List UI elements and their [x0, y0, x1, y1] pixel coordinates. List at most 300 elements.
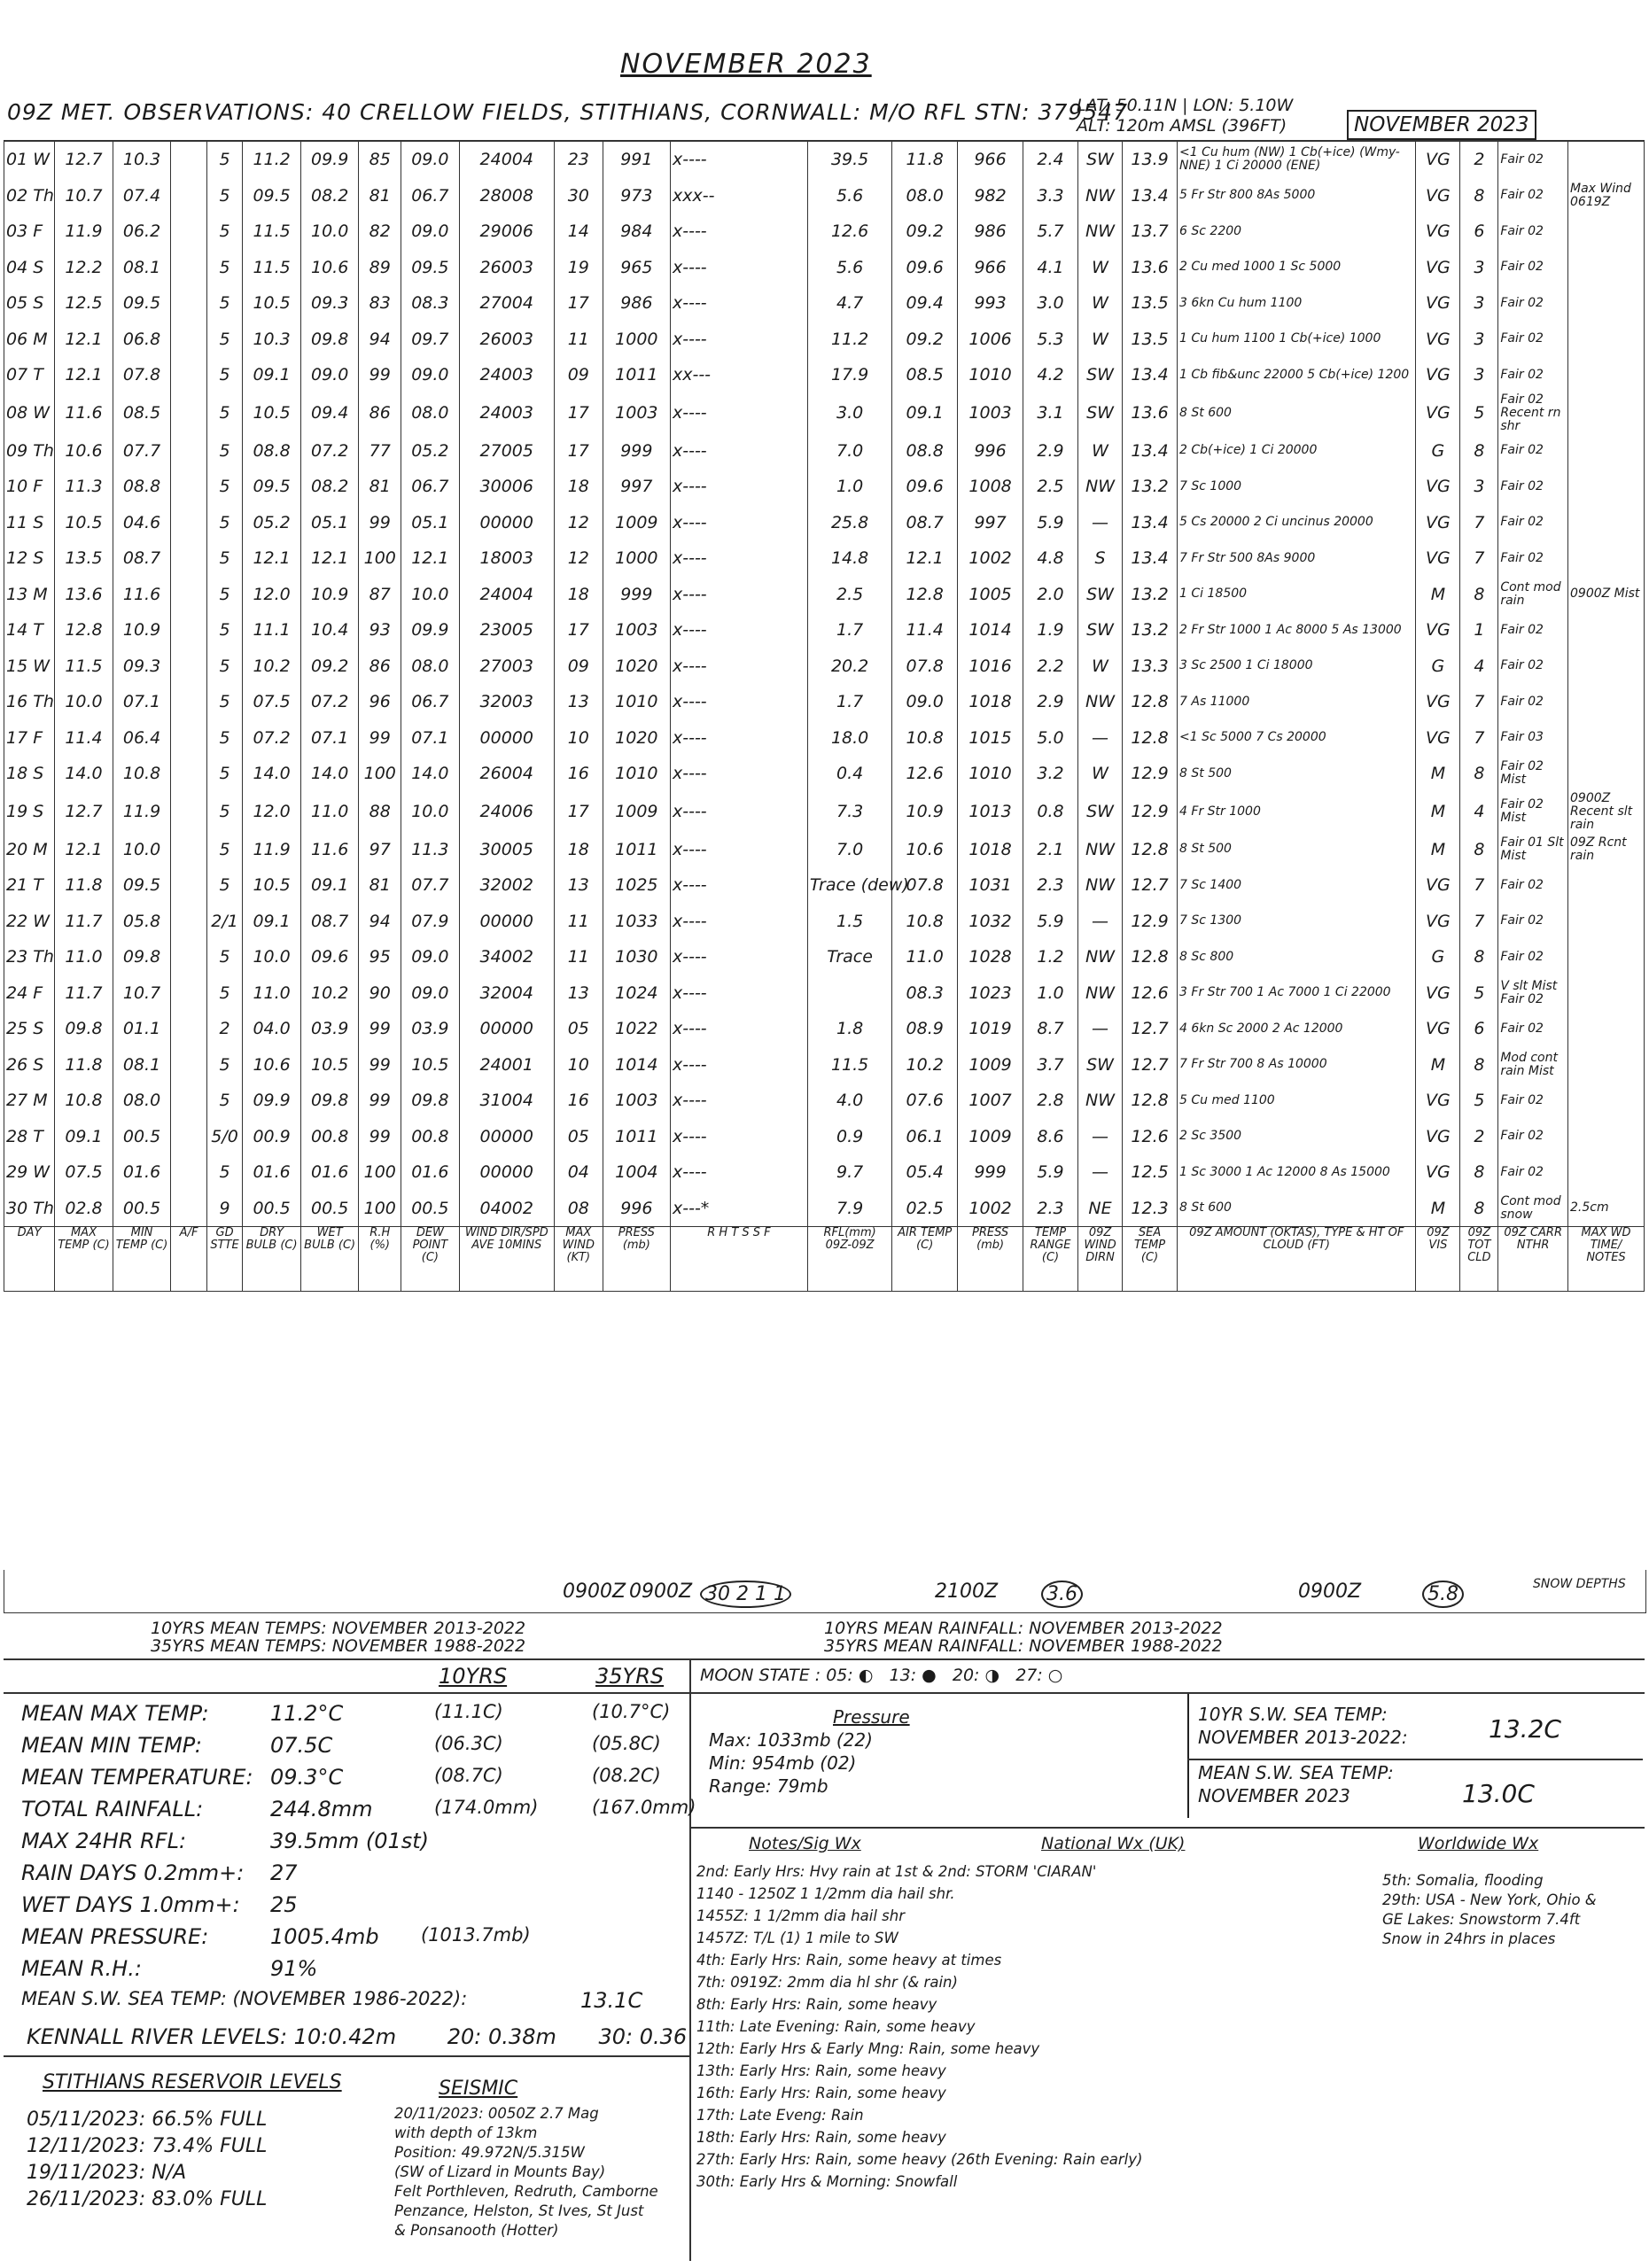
table-cell: 00.8: [401, 1119, 460, 1155]
table-cell: [171, 214, 207, 250]
table-cell: 14.0: [300, 756, 359, 792]
table-cell: 13.5: [1123, 285, 1178, 322]
table-cell: 1: [1460, 612, 1498, 649]
table-cell: 5: [206, 1083, 243, 1119]
table-cell: 11.8: [55, 1047, 113, 1084]
table-cell: 25.8: [807, 505, 891, 541]
table-cell: 10.3: [113, 142, 171, 178]
table-cell: 13: [554, 684, 603, 720]
column-header-row: [4, 1227, 1645, 1292]
note-line: 27th: Early Hrs: Rain, some heavy (26th Evening: Rain early): [696, 2151, 1143, 2168]
table-cell: 3: [1460, 285, 1498, 322]
table-cell: W: [1078, 250, 1123, 286]
table-cell: 12.9: [1123, 756, 1178, 792]
table-cell: VG: [1416, 867, 1460, 904]
table-cell: 08.1: [113, 1047, 171, 1084]
table-cell: 99: [359, 720, 401, 757]
table-cell: 5: [206, 1047, 243, 1084]
table-cell: 7.3: [807, 792, 891, 832]
summary-10yr-value: (174.0mm): [434, 1797, 539, 1818]
note-line: 7th: 0919Z: 2mm dia hl shr (& rain): [696, 1974, 958, 1991]
table-cell: 07.2: [243, 720, 301, 757]
table-cell: 13: [554, 975, 603, 1012]
summary-label: MEAN S.W. SEA TEMP: (NOVEMBER 1986-2022):: [21, 1988, 468, 2009]
column-header: RFL(mm) 09Z-09Z: [807, 1227, 891, 1292]
table-cell: 09.8: [300, 322, 359, 358]
table-cell: 12.8: [1123, 939, 1178, 975]
table-cell: 27 M: [4, 1083, 55, 1119]
world-note-line: Snow in 24hrs in places: [1382, 1930, 1556, 1947]
column-header: WIND DIR/SPD AVE 10MINS: [459, 1227, 554, 1292]
notes-list: [696, 1860, 1370, 2193]
table-cell: VG: [1416, 357, 1460, 393]
table-cell: 09.7: [401, 322, 460, 358]
table-cell: <1 Cu hum (NW) 1 Cb(+ice) (Wmy-NNE) 1 Ci 20000 (ENE): [1178, 142, 1416, 178]
table-cell: 7.0: [807, 433, 891, 470]
table-cell: SW: [1078, 1047, 1123, 1084]
table-cell: 7: [1460, 505, 1498, 541]
table-cell: 08.5: [113, 393, 171, 433]
table-cell: 3: [1460, 357, 1498, 393]
table-cell: 8: [1460, 756, 1498, 792]
table-cell: 966: [958, 250, 1023, 286]
column-header: SEA TEMP (C): [1123, 1227, 1178, 1292]
table-cell: 09.8: [55, 1011, 113, 1047]
table-cell: 12.6: [807, 214, 891, 250]
table-cell: x----: [670, 1011, 807, 1047]
table-cell: <1 Sc 5000 7 Cs 20000: [1178, 720, 1416, 757]
table-cell: 04 S: [4, 250, 55, 286]
table-cell: 7: [1460, 720, 1498, 757]
table-cell: xx---: [670, 357, 807, 393]
table-cell: [171, 792, 207, 832]
column-header: MAX TEMP (C): [55, 1227, 113, 1292]
table-cell: 05.4: [892, 1154, 958, 1191]
moon-phase-2: 13: ●: [889, 1666, 937, 1685]
table-cell: 85: [359, 142, 401, 178]
table-cell: 1010: [603, 756, 670, 792]
summary-10yr-value: (11.1C): [434, 1701, 503, 1722]
column-header: 09Z AMOUNT (OKTAS), TYPE & HT OF CLOUD (FT): [1178, 1227, 1416, 1292]
table-cell: 10.3: [243, 322, 301, 358]
table-cell: 10.5: [401, 1047, 460, 1084]
table-cell: 13.2: [1123, 469, 1178, 505]
summary-35yr-value: (08.2C): [592, 1765, 661, 1786]
pressure-max: Max: 1033mb (22): [709, 1729, 873, 1751]
table-cell: 82: [359, 214, 401, 250]
table-cell: [1568, 939, 1645, 975]
table-cell: 06.4: [113, 720, 171, 757]
table-cell: Fair 02: [1498, 285, 1568, 322]
sea-l1: 10YR S.W. SEA TEMP:: [1198, 1704, 1388, 1725]
table-cell: [1568, 1047, 1645, 1084]
summary-value: 25: [270, 1892, 298, 1917]
table-cell: 19 S: [4, 792, 55, 832]
table-cell: 07.5: [243, 684, 301, 720]
table-cell: 10.9: [300, 577, 359, 613]
table-cell: 3.0: [1023, 285, 1078, 322]
table-cell: 8 St 500: [1178, 832, 1416, 868]
table-cell: 1020: [603, 649, 670, 685]
table-cell: VG: [1416, 1011, 1460, 1047]
moon-label: MOON STATE: [700, 1666, 810, 1685]
table-cell: VG: [1416, 178, 1460, 214]
sea-l4: NOVEMBER 2023: [1198, 1785, 1350, 1806]
table-cell: 1002: [958, 540, 1023, 577]
table-cell: 20.2: [807, 649, 891, 685]
table-cell: 12.7: [55, 792, 113, 832]
table-cell: 07.8: [892, 649, 958, 685]
table-cell: 4.0: [807, 1083, 891, 1119]
table-cell: 2.3: [1023, 1191, 1078, 1227]
mean-rain-periods: [824, 1619, 1223, 1655]
table-cell: 09.3: [300, 285, 359, 322]
table-cell: 11 S: [4, 505, 55, 541]
pressure-title: Pressure: [833, 1706, 910, 1728]
table-cell: 07.4: [113, 178, 171, 214]
table-cell: 30 Th: [4, 1191, 55, 1227]
table-cell: 1.9: [1023, 612, 1078, 649]
table-cell: NW: [1078, 832, 1123, 868]
table-cell: Fair 02: [1498, 433, 1568, 470]
table-cell: 10.2: [243, 649, 301, 685]
table-cell: 94: [359, 322, 401, 358]
table-cell: VG: [1416, 322, 1460, 358]
table-cell: 13.3: [1123, 649, 1178, 685]
table-cell: Mod cont rain Mist: [1498, 1047, 1568, 1084]
table-cell: 09.6: [892, 469, 958, 505]
table-cell: 17: [554, 612, 603, 649]
table-cell: 999: [603, 577, 670, 613]
table-cell: 08.5: [892, 357, 958, 393]
table-cell: 17: [554, 393, 603, 433]
table-row: [4, 469, 1645, 505]
table-cell: 7 Sc 1400: [1178, 867, 1416, 904]
table-cell: 991: [603, 142, 670, 178]
table-cell: [171, 577, 207, 613]
band-time-3: 2100Z: [935, 1581, 999, 1603]
table-cell: [1568, 1154, 1645, 1191]
table-cell: 1030: [603, 939, 670, 975]
table-cell: 08.7: [300, 904, 359, 940]
table-cell: 5: [206, 684, 243, 720]
table-cell: 10: [554, 720, 603, 757]
column-header: 09Z TOT CLD: [1460, 1227, 1498, 1292]
table-cell: 13.7: [1123, 214, 1178, 250]
table-cell: Fair 02: [1498, 214, 1568, 250]
table-cell: [1568, 756, 1645, 792]
table-cell: Fair 02: [1498, 322, 1568, 358]
table-cell: 1005: [958, 577, 1023, 613]
table-cell: 05.1: [401, 505, 460, 541]
table-cell: 83: [359, 285, 401, 322]
table-cell: 17.9: [807, 357, 891, 393]
table-cell: 13.6: [1123, 393, 1178, 433]
table-cell: 27003: [459, 649, 554, 685]
table-cell: 89: [359, 250, 401, 286]
table-cell: 06.7: [401, 178, 460, 214]
table-cell: 30005: [459, 832, 554, 868]
table-cell: x----: [670, 433, 807, 470]
table-cell: G: [1416, 649, 1460, 685]
table-cell: 08.0: [113, 1083, 171, 1119]
table-cell: 965: [603, 250, 670, 286]
table-row: [4, 505, 1645, 541]
table-cell: [171, 540, 207, 577]
table-row: [4, 357, 1645, 393]
table-cell: 09.5: [243, 178, 301, 214]
table-cell: 8: [1460, 1191, 1498, 1227]
table-cell: NW: [1078, 1083, 1123, 1119]
table-cell: 1002: [958, 1191, 1023, 1227]
table-cell: 8 St 600: [1178, 393, 1416, 433]
table-cell: 01.6: [401, 1154, 460, 1191]
table-cell: x----: [670, 505, 807, 541]
table-cell: 966: [958, 142, 1023, 178]
column-header: 09Z WIND DIRN: [1078, 1227, 1123, 1292]
table-cell: 6: [1460, 214, 1498, 250]
table-cell: 100: [359, 756, 401, 792]
table-cell: Fair 02 Mist: [1498, 792, 1568, 832]
table-cell: 09.8: [113, 939, 171, 975]
table-cell: [171, 684, 207, 720]
table-cell: 8 Sc 800: [1178, 939, 1416, 975]
table-cell: 13.4: [1123, 357, 1178, 393]
mean-temps-periods: [151, 1619, 525, 1655]
table-cell: 10.5: [243, 867, 301, 904]
table-cell: [1568, 142, 1645, 178]
table-cell: x----: [670, 939, 807, 975]
summary-label: WET DAYS 1.0mm+:: [21, 1892, 240, 1917]
table-cell: VG: [1416, 1083, 1460, 1119]
table-row: [4, 1011, 1645, 1047]
seismic-line: 20/11/2023: 0050Z 2.7 Mag: [394, 2105, 599, 2122]
worldwide-list: [1382, 1871, 1613, 1949]
table-cell: 7: [1460, 904, 1498, 940]
table-cell: 5: [206, 357, 243, 393]
table-cell: 09.0: [401, 142, 460, 178]
table-cell: [1568, 322, 1645, 358]
table-cell: 26004: [459, 756, 554, 792]
table-cell: 09.0: [401, 975, 460, 1012]
table-cell: 1.7: [807, 684, 891, 720]
table-cell: 02.8: [55, 1191, 113, 1227]
note-line: 1455Z: 1 1/2mm dia hail shr: [696, 1907, 906, 1924]
summary-value: 07.5C: [270, 1733, 333, 1758]
table-cell: 2: [1460, 1119, 1498, 1155]
table-cell: 5: [206, 792, 243, 832]
seismic-line: Position: 49.972N/5.315W: [394, 2144, 585, 2161]
table-cell: 12.7: [55, 142, 113, 178]
table-cell: 17: [554, 433, 603, 470]
column-header: MAX WIND (KT): [554, 1227, 603, 1292]
table-cell: 09.3: [113, 649, 171, 685]
table-cell: 4 6kn Sc 2000 2 Ac 12000: [1178, 1011, 1416, 1047]
table-cell: 8: [1460, 1154, 1498, 1191]
table-cell: 12.8: [1123, 832, 1178, 868]
table-row: [4, 939, 1645, 975]
table-cell: 0.4: [807, 756, 891, 792]
table-cell: 12.3: [1123, 1191, 1178, 1227]
table-cell: 07.6: [892, 1083, 958, 1119]
table-cell: 99: [359, 505, 401, 541]
table-cell: 5: [206, 142, 243, 178]
table-cell: 07.7: [113, 433, 171, 470]
table-cell: 01 W: [4, 142, 55, 178]
table-cell: 06 M: [4, 322, 55, 358]
table-cell: 09.9: [401, 612, 460, 649]
table-cell: 17 F: [4, 720, 55, 757]
table-cell: Fair 02: [1498, 505, 1568, 541]
table-cell: 90: [359, 975, 401, 1012]
table-cell: VG: [1416, 469, 1460, 505]
table-cell: 08.7: [892, 505, 958, 541]
table-cell: 9.7: [807, 1154, 891, 1191]
table-cell: 5: [206, 214, 243, 250]
table-cell: 993: [958, 285, 1023, 322]
table-cell: [171, 1154, 207, 1191]
table-cell: G: [1416, 433, 1460, 470]
table-cell: 17: [554, 285, 603, 322]
table-cell: 26003: [459, 322, 554, 358]
table-cell: Fair 02: [1498, 250, 1568, 286]
table-cell: 01.6: [113, 1154, 171, 1191]
table-cell: SW: [1078, 393, 1123, 433]
table-cell: 0900Z Mist: [1568, 577, 1645, 613]
table-cell: 2.5: [1023, 469, 1078, 505]
table-cell: 5: [206, 939, 243, 975]
table-cell: Fair 01 Slt Mist: [1498, 832, 1568, 868]
table-cell: 32003: [459, 684, 554, 720]
table-cell: 4 Fr Str 1000: [1178, 792, 1416, 832]
summary-value: 27: [270, 1860, 298, 1885]
table-cell: 10: [554, 1047, 603, 1084]
vertical-divider: [689, 1658, 691, 2261]
table-cell: 1006: [958, 322, 1023, 358]
table-cell: 99: [359, 1083, 401, 1119]
table-cell: 10.6: [892, 832, 958, 868]
table-cell: 09.0: [892, 684, 958, 720]
table-cell: 12.1: [55, 832, 113, 868]
table-cell: 12.1: [243, 540, 301, 577]
table-cell: 1003: [958, 393, 1023, 433]
table-cell: 13.5: [1123, 322, 1178, 358]
table-cell: 3.0: [807, 393, 891, 433]
table-cell: 30006: [459, 469, 554, 505]
table-cell: [171, 357, 207, 393]
table-cell: 00.8: [300, 1119, 359, 1155]
table-cell: 09.5: [113, 285, 171, 322]
table-row: [4, 393, 1645, 433]
table-cell: [171, 433, 207, 470]
table-cell: 32002: [459, 867, 554, 904]
table-cell: VG: [1416, 684, 1460, 720]
table-cell: 13 M: [4, 577, 55, 613]
table-cell: NW: [1078, 684, 1123, 720]
table-cell: 12.1: [401, 540, 460, 577]
table-cell: 5: [206, 250, 243, 286]
table-cell: 96: [359, 684, 401, 720]
table-cell: x----: [670, 393, 807, 433]
table-cell: 1000: [603, 540, 670, 577]
table-cell: 1009: [603, 792, 670, 832]
note-line: 8th: Early Hrs: Rain, some heavy: [696, 1996, 937, 2013]
table-cell: 10.0: [401, 792, 460, 832]
table-cell: x----: [670, 756, 807, 792]
table-cell: 5.0: [1023, 720, 1078, 757]
table-cell: 7 Sc 1000: [1178, 469, 1416, 505]
table-cell: 5: [206, 469, 243, 505]
note-line: 2nd: Early Hrs: Hvy rain at 1st & 2nd: STORM 'CIARAN': [696, 1863, 1097, 1880]
divider-4: [4, 2055, 691, 2057]
table-cell: 16 Th: [4, 684, 55, 720]
summary-value: 09.3°C: [270, 1765, 344, 1790]
table-cell: 04: [554, 1154, 603, 1191]
table-cell: 09.1: [55, 1119, 113, 1155]
table-cell: 09.8: [300, 1083, 359, 1119]
table-cell: 5: [206, 433, 243, 470]
table-cell: 11.2: [243, 142, 301, 178]
table-cell: 77: [359, 433, 401, 470]
table-cell: 2.3: [1023, 867, 1078, 904]
table-cell: SW: [1078, 577, 1123, 613]
table-cell: 08.8: [243, 433, 301, 470]
table-cell: 01.6: [243, 1154, 301, 1191]
table-cell: [171, 250, 207, 286]
table-cell: 12.6: [1123, 975, 1178, 1012]
table-cell: 1014: [603, 1047, 670, 1084]
table-cell: [1568, 649, 1645, 685]
table-cell: 2 Fr Str 1000 1 Ac 8000 5 As 13000: [1178, 612, 1416, 649]
column-header: GD STTE: [206, 1227, 243, 1292]
table-cell: 5 Fr Str 800 8As 5000: [1178, 178, 1416, 214]
table-cell: 3: [1460, 469, 1498, 505]
table-cell: 07.2: [300, 433, 359, 470]
table-cell: 5: [206, 612, 243, 649]
table-cell: 08.8: [892, 433, 958, 470]
table-cell: 01.1: [113, 1011, 171, 1047]
table-cell: 18.0: [807, 720, 891, 757]
table-cell: NW: [1078, 867, 1123, 904]
table-cell: 13.2: [1123, 577, 1178, 613]
summary-value: 1005.4mb: [270, 1924, 379, 1949]
table-cell: 07.1: [300, 720, 359, 757]
table-cell: 10.0: [55, 684, 113, 720]
mean-rain-35: 35YRS MEAN RAINFALL: NOVEMBER 1988-2022: [824, 1636, 1223, 1656]
table-cell: Fair 02: [1498, 357, 1568, 393]
table-cell: 5: [1460, 393, 1498, 433]
table-cell: [171, 142, 207, 178]
table-cell: 984: [603, 214, 670, 250]
reservoir-levels: [27, 2107, 267, 2213]
table-cell: 10.8: [113, 756, 171, 792]
table-cell: 100: [359, 540, 401, 577]
table-cell: 09.2: [300, 649, 359, 685]
table-cell: 1.2: [1023, 939, 1078, 975]
table-cell: 1015: [958, 720, 1023, 757]
table-cell: 5: [1460, 975, 1498, 1012]
table-cell: Trace (dew): [807, 867, 891, 904]
table-cell: 97: [359, 832, 401, 868]
table-cell: 997: [958, 505, 1023, 541]
cloud-mean: 5.8: [1422, 1581, 1464, 1608]
note-line: 17th: Late Eveng: Rain: [696, 2107, 864, 2124]
table-cell: 12.7: [1123, 867, 1178, 904]
table-row: [4, 792, 1645, 832]
world-note-line: 5th: Somalia, flooding: [1382, 1872, 1544, 1889]
table-cell: 18: [554, 832, 603, 868]
table-cell: [171, 322, 207, 358]
